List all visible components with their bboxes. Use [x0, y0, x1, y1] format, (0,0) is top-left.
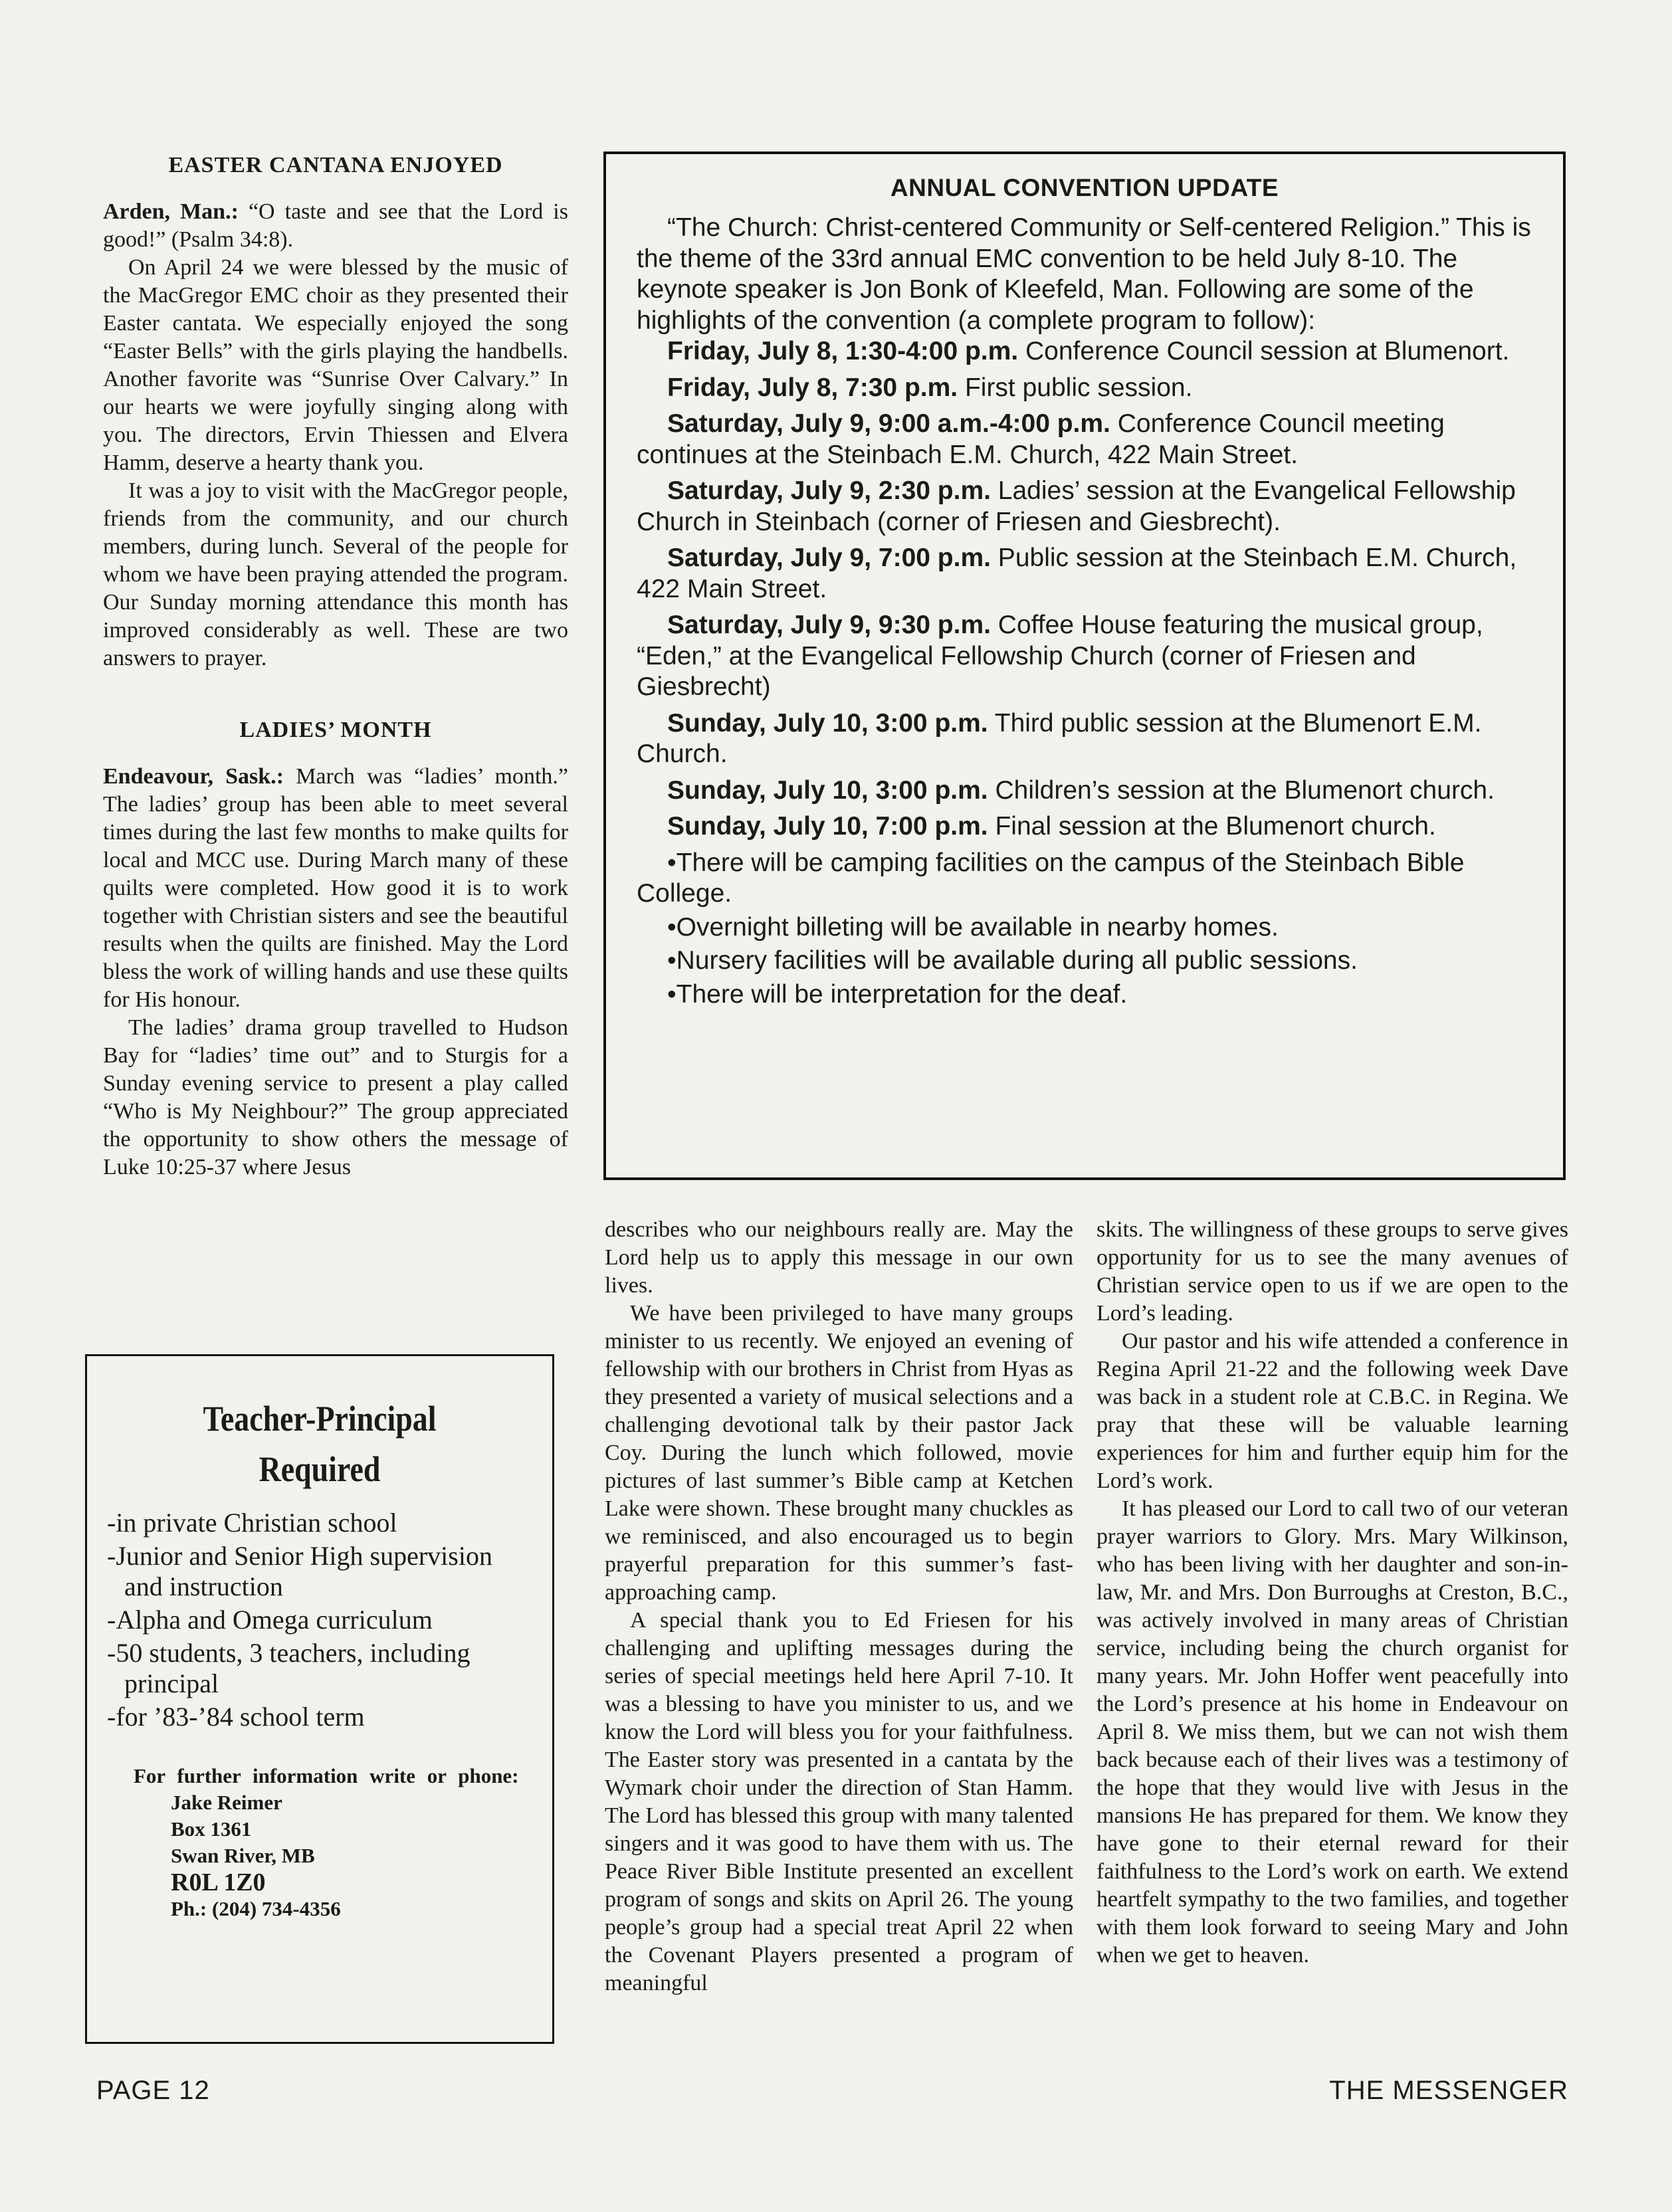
ladies-p1-text: March was “ladies’ month.” The ladies’ group has been able to meet several times during the last few months to make quilts for local and MCC use. During March many of these quilts were completed. How good it is to work together with Christian sisters and see the beautiful results when the quilts are finished. May the Lord bless the work of willing hands and use these quilts for His honour.: [103, 764, 568, 1012]
ad-address: [171, 1789, 532, 1922]
convention-item: [637, 409, 1532, 470]
convention-item-date: Friday, July 8, 1:30-4:00 p.m.: [667, 337, 1019, 365]
convention-item-date: Saturday, July 9, 2:30 p.m.: [667, 476, 991, 505]
ad-requirement: -Alpha and Omega curriculum: [107, 1605, 433, 1635]
ad-phone: Ph.: (204) 734-4356: [171, 1897, 341, 1920]
section-gap: [103, 672, 568, 716]
ad-title-line-1: Teacher-Principal: [203, 1399, 437, 1439]
ad-requirements-list: [107, 1508, 532, 1732]
ladies-paragraph-2: The ladies’ drama group travelled to Hudson Bay for “ladies’ time out” and to Sturgis for a Sunday evening service to present a play called “Who is My Neighbour?” The group appreciated the opportunity to show others the message of Luke 10:25-37 where Jesus: [103, 1015, 568, 1179]
right-column: [1097, 1216, 1568, 1969]
convention-bullet: •There will be camping facilities on the campus of the Steinbach Bible College.: [637, 848, 1465, 908]
convention-item-text: Coffee House featuring the musical group, “Eden,” at the Evangelical Fellowship Church (corner of Friesen and Giesbrecht): [637, 611, 1483, 701]
convention-item-date: Saturday, July 9, 7:00 p.m.: [667, 544, 991, 572]
page-number: PAGE 12: [96, 2076, 210, 2105]
col3-paragraph-3: It has pleased our Lord to call two of our veteran prayer warriors to Glory. Mrs. Mary Wilkinson, who has been living with her daughter and son-in-law, Mr. and Mrs. Don Burroughs at Creston, B.C., was actively involved in many areas of Christian service, including being the church organist for many years. Mr. John Hoffer went peacefully into the Lord’s presence at his home in Endeavour on April 8. We miss them, but we can not wish them back because each of their lives was a testimony of the hope that they would live with Jesus in the mansions He has prepared for them. We know they have gone to their eternal reward for their faithfulness to the Lord’s work on earth. We extend heartfelt sympathy to the two families, and together with them look forward to seeing Mary and John when we get to heaven.: [1097, 1496, 1568, 1967]
endeavour-dateline: Endeavour, Sask.:: [103, 764, 284, 789]
ad-contact: [107, 1763, 532, 1922]
middle-column: [605, 1216, 1073, 1997]
convention-item: [637, 336, 1532, 367]
ad-contact-lead: For further information write or phone:: [134, 1764, 519, 1787]
ad-requirement: -50 students, 3 teachers, including principal: [107, 1638, 470, 1698]
convention-item: [637, 610, 1532, 703]
convention-item: [637, 708, 1532, 770]
convention-item-text: Conference Council meeting continues at the Steinbach E.M. Church, 422 Main Street.: [637, 409, 1445, 469]
convention-bullet: •Nursery facilities will be available during all public sessions.: [667, 946, 1358, 975]
convention-item-text: Conference Council session at Blumenort.: [1018, 337, 1510, 365]
arden-dateline: Arden, Man.:: [103, 199, 239, 224]
convention-update-box: [603, 151, 1566, 1180]
ladies-paragraph-1: [103, 763, 568, 1014]
ad-contact-name: Jake Reimer: [171, 1791, 282, 1814]
convention-item: [637, 543, 1532, 605]
convention-bullet: •Overnight billeting will be available in nearby homes.: [667, 912, 1279, 942]
easter-cantana-heading: EASTER CANTANA ENJOYED: [168, 153, 503, 177]
convention-item: [637, 373, 1532, 404]
easter-paragraph-3: It was a joy to visit with the MacGregor people, friends from the community, and our church members, during lunch. Several of the people for whom we have been praying attended the program. Our Sunday morning attendance this month has improved considerably as well. These are two answers to prayer.: [103, 478, 568, 670]
col3-paragraph-1: skits. The willingness of these groups to serve gives opportunity for us to see the many avenues of Christian service open to us if we are open to the Lord’s leading.: [1097, 1217, 1568, 1326]
publication-name: THE MESSENGER: [1329, 2076, 1568, 2105]
convention-bullet: •There will be interpretation for the deaf.: [667, 979, 1128, 1009]
col2-paragraph-3: A special thank you to Ed Friesen for his challenging and uplifting messages during the series of special meetings held here April 7-10. It was a blessing to have you minister to us, and we know the Lord will bless you for your faithfulness. The Easter story was presented in a cantata by the Wymark choir under the direction of Stan Hamm. The Lord has blessed this group with many talented singers and it was good to have them with us. The Peace River Bible Institute presented an excellent program of songs and skits on April 26. The young people’s group had a special treat April 22 when the Covenant Players presented a program of meaningful: [605, 1608, 1073, 1995]
easter-paragraph-2: On April 24 we were blessed by the music of the MacGregor EMC choir as they presented their Easter cantata. We especially enjoyed the song “Easter Bells” with the girls playing the handbells. Another favorite was “Sunrise Over Calvary.” In our hearts we were joyfully singing along with you. The directors, Ervin Thiessen and Elvera Hamm, deserve a hearty thank you.: [103, 255, 568, 475]
convention-item-date: Saturday, July 9, 9:30 p.m.: [667, 611, 991, 639]
col2-paragraph-1: describes who our neighbours really are. May the Lord help us to apply this message in our own lives.: [605, 1217, 1073, 1298]
convention-item: [637, 811, 1532, 843]
convention-item-date: Sunday, July 10, 3:00 p.m.: [667, 775, 988, 805]
ladies-month-heading: LADIES’ MONTH: [239, 718, 432, 742]
convention-item-text: Ladies’ session at the Evangelical Fellowship Church in Steinbach (corner of Friesen and Giesbrecht).: [637, 476, 1516, 536]
ad-title: [139, 1393, 500, 1494]
ad-title-line-2: Required: [259, 1449, 381, 1489]
convention-item-date: Sunday, July 10, 3:00 p.m.: [667, 708, 988, 738]
convention-item-date: Saturday, July 9, 9:00 a.m.-4:00 p.m.: [667, 409, 1110, 438]
convention-item: [637, 476, 1532, 538]
convention-item-text: Public session at the Steinbach E.M. Church, 422 Main Street.: [637, 544, 1517, 603]
easter-paragraph-1: [103, 198, 568, 254]
convention-intro: “The Church: Christ-centered Community or Self-centered Religion.” This is the theme of the 33rd annual EMC convention to be held July 8-10. The keynote speaker is Jon Bonk of Kleefeld, Man. Following are some of the highlights of the convention (a complete program to follow):: [637, 213, 1531, 335]
easter-p1-text: “O taste and see that the Lord is good!” (Psalm 34:8).: [103, 199, 568, 252]
col3-paragraph-2: Our pastor and his wife attended a conference in Regina April 21-22 and the following week Dave was back in a student role at C.B.C. in Regina. We pray that these will be valuable learning experiences for him and further equip him for the Lord’s work.: [1097, 1329, 1568, 1493]
left-column: [103, 151, 568, 1181]
ad-box: Box 1361: [171, 1817, 252, 1841]
teacher-principal-ad: [85, 1354, 554, 2044]
convention-item-text: Children’s session at the Blumenort church.: [988, 775, 1495, 805]
convention-item: [637, 775, 1532, 807]
convention-item-date: Sunday, July 10, 7:00 p.m.: [667, 812, 988, 841]
ad-city: Swan River, MB: [171, 1844, 315, 1867]
convention-heading: ANNUAL CONVENTION UPDATE: [890, 174, 1279, 201]
convention-item-date: Friday, July 8, 7:30 p.m.: [667, 373, 958, 402]
convention-item-text: Third public session at the Blumenort E.M. Church.: [637, 708, 1482, 768]
ad-requirement: -for ’83-’84 school term: [107, 1702, 365, 1732]
ad-requirement: -Junior and Senior High supervision and instruction: [107, 1541, 492, 1601]
col2-paragraph-2: We have been privileged to have many groups minister to us recently. We enjoyed an evening of fellowship with our brothers in Christ from Hyas as they presented a variety of musical selections and a challenging devotional talk by their pastor Jack Coy. During the lunch which followed, movie pictures of last summer’s Bible camp at Ketchen Lake were shown. These brought many chuckles as we reminisced, and also encouraged us to begin prayerful preparation for this summer’s fast-approaching camp.: [605, 1301, 1073, 1605]
ad-postal-code: R0L 1Z0: [171, 1868, 266, 1896]
ad-requirement: -in private Christian school: [107, 1508, 397, 1538]
convention-item-text: Final session at the Blumenort church.: [988, 812, 1436, 841]
convention-body: [637, 213, 1532, 1010]
convention-item-text: First public session.: [958, 373, 1193, 402]
